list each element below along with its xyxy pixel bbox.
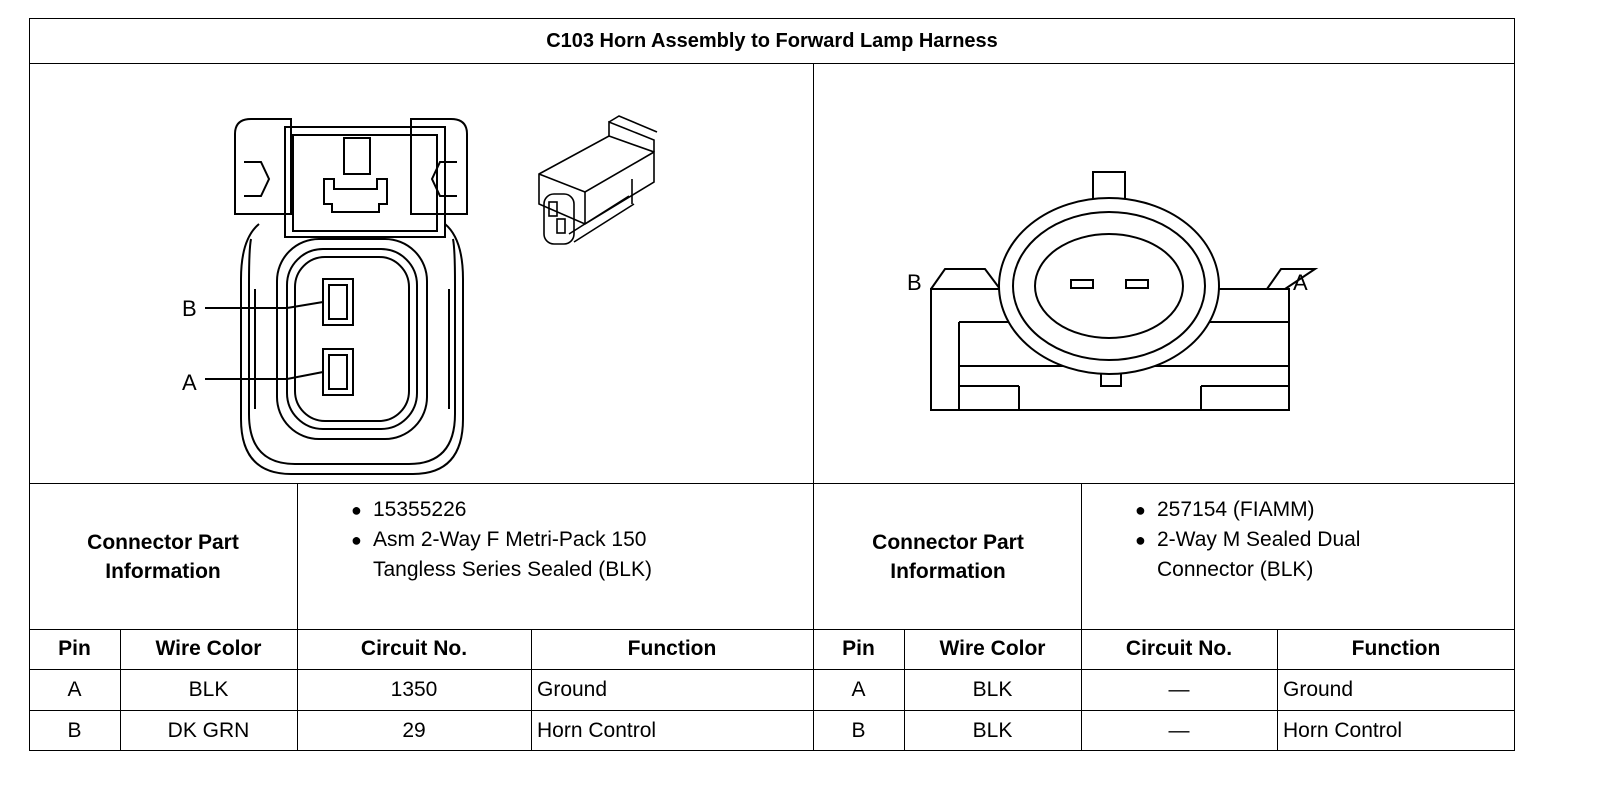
left-pin-label-b: B	[182, 296, 197, 321]
image-panel-divider	[813, 63, 814, 484]
right-part-info-list	[1109, 495, 1360, 585]
left-table-cell-function: Ground	[537, 677, 608, 701]
left-part-number: 15355226	[373, 498, 467, 521]
right-part-info-label-line1: Connector Part	[872, 531, 1024, 554]
right-header-function: Function	[1351, 637, 1441, 660]
left-header-wire-color: Wire Color	[155, 637, 262, 660]
connector-sheet	[29, 18, 1515, 751]
list-item: ● 257154 (FIAMM)	[1109, 495, 1360, 525]
right-table-cell-circuit-number: —	[1168, 718, 1190, 742]
sheet-title: C103 Horn Assembly to Forward Lamp Harness	[546, 29, 998, 52]
right-header-pin: Pin	[842, 637, 875, 660]
list-item: ● Asm 2-Way F Metri-Pack 150 Tangless Series Sealed (BLK)	[325, 525, 652, 585]
right-table-cell-circuit-number: —	[1168, 677, 1190, 701]
right-table-cell-wire-color: BLK	[972, 718, 1013, 742]
left-part-info-label-line2: Information	[105, 560, 221, 583]
right-part-number: 257154 (FIAMM)	[1157, 498, 1315, 521]
part-info-divider-left	[297, 483, 298, 630]
left-header-pin: Pin	[58, 637, 91, 660]
right-pin-label-a: A	[1293, 270, 1308, 295]
right-table-cell-pin: B	[851, 718, 866, 742]
left-table-cell-function: Horn Control	[537, 718, 657, 742]
left-table-cell-wire-color: BLK	[188, 677, 229, 701]
right-part-info-label	[814, 484, 1082, 630]
right-connector-drawing	[815, 64, 1515, 484]
list-item: ● 15355226	[325, 495, 652, 525]
left-header-circuit-number: Circuit No.	[360, 637, 468, 660]
left-connector-drawing	[29, 64, 813, 484]
list-item: ● 2-Way M Sealed Dual Connector (BLK)	[1109, 525, 1360, 585]
left-table-cell-pin: A	[67, 677, 82, 701]
left-table-cell-pin: B	[67, 718, 82, 742]
left-pin-label-a: A	[182, 370, 197, 395]
left-table-cell-circuit-number: 29	[402, 718, 426, 742]
left-header-function: Function	[627, 637, 717, 660]
right-part-info-label-line2: Information	[890, 560, 1006, 583]
isometric-connector-view	[539, 116, 657, 244]
right-table-cell-pin: A	[851, 677, 866, 701]
left-part-info-label	[29, 484, 297, 630]
left-part-info-label-line1: Connector Part	[87, 531, 239, 554]
left-part-description: Asm 2-Way F Metri-Pack 150 Tangless Series Sealed (BLK)	[373, 528, 652, 581]
right-pin-label-b: B	[907, 270, 922, 295]
left-table-cell-circuit-number: 1350	[390, 677, 438, 701]
right-table-cell-function: Horn Control	[1283, 718, 1403, 742]
right-table-cell-function: Ground	[1283, 677, 1354, 701]
left-part-info-list	[325, 495, 652, 585]
right-header-circuit-number: Circuit No.	[1125, 637, 1233, 660]
right-part-description: 2-Way M Sealed Dual Connector (BLK)	[1157, 528, 1361, 581]
right-table-cell-wire-color: BLK	[972, 677, 1013, 701]
left-table-cell-wire-color: DK GRN	[167, 718, 250, 742]
right-header-wire-color: Wire Color	[939, 637, 1046, 660]
